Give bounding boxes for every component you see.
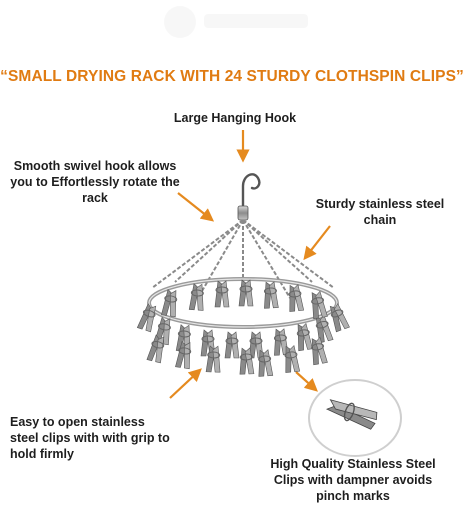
arrow-icon bbox=[305, 226, 330, 258]
hanging-hook-icon bbox=[243, 174, 259, 208]
swivel-hook-icon bbox=[238, 206, 248, 220]
page-headline: “SMALL DRYING RACK WITH 24 STURDY CLOTHSPIN CLIPS” bbox=[0, 68, 464, 85]
quality-callout: High Quality Stainless Steel Clips with dampner avoids pinch marks bbox=[270, 457, 436, 503]
clip-detail-inset bbox=[309, 380, 401, 456]
hook-callout: Large Hanging Hook bbox=[173, 111, 297, 125]
arrow-icon bbox=[296, 372, 316, 390]
arrow-icon bbox=[170, 370, 200, 398]
arrow-icon bbox=[178, 193, 212, 220]
clips-callout: Easy to open stainless steel clips with with grip to hold firmly bbox=[10, 415, 170, 461]
chain-callout: Sturdy stainless steel chain bbox=[315, 197, 445, 227]
swivel-callout: Smooth swivel hook allows you to Effortlessly rotate the rack bbox=[10, 159, 180, 205]
